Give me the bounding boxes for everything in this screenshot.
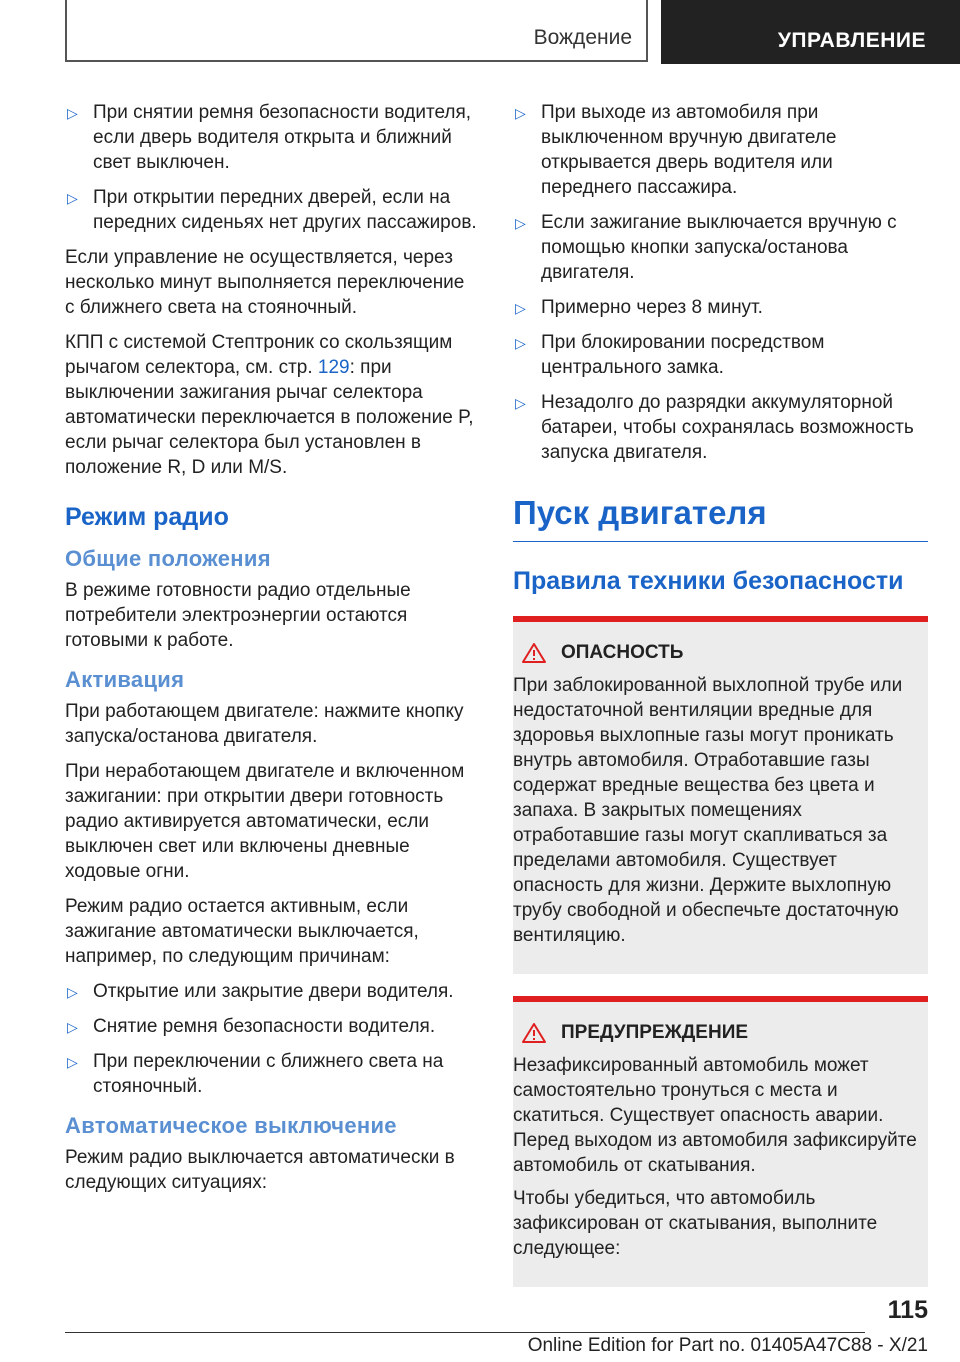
heading-engine-start: Пуск двигателя [513, 493, 928, 542]
list-item: ▷ При выходе из автомобиля при выключенном вручную двигателе открывается дверь водителя или переднего пассажира. [515, 102, 837, 198]
warning-box [513, 996, 928, 1287]
chapter-title: УПРАВЛЕНИЕ [777, 29, 926, 52]
bullet-triangle-icon: ▷ [67, 1054, 78, 1070]
bullet-triangle-icon: ▷ [67, 190, 78, 206]
warning-text: Незафиксированный автомобиль может самостоятельно тронуться с места и скатиться. Существует опасность аварии. Перед выходом из автомобиля зафиксируйте автомобиль от скатывания. [513, 1055, 917, 1176]
page-link[interactable]: 129 [317, 357, 350, 378]
list-item: ▷ Открытие или закрытие двери водителя. [65, 979, 477, 1004]
paragraph: Режим радио выключается автоматически в следующих ситуациях: [65, 1147, 455, 1193]
bullet-triangle-icon: ▷ [515, 215, 526, 231]
bullet-triangle-icon: ▷ [67, 105, 78, 121]
paragraph: При работающем двигателе: нажмите кнопку запуска/останова двигателя. [65, 701, 464, 747]
list-item: ▷ Незадолго до разрядки аккумуляторной батареи, чтобы сохранялась возможность запуска двигателя. [515, 392, 914, 463]
section-title: Вождение [533, 26, 632, 49]
heading-radio-mode: Режим радио [65, 503, 229, 531]
list-item: ▷ Если зажигание выключается вручную с помощью кнопки запуска/останова двигателя. [515, 212, 897, 283]
chapter-tab [661, 0, 960, 64]
danger-text: При заблокированной выхлопной трубе или недостаточной вентиляции вредные для здоровья выхлопные газы могут проникать внутрь автомобиля. Отработавшие газы содержат вредные вещества без цвета и запаха. В закрытых помещениях отработавшие газы могут скапливаться за пределами автомобиля. Существует опасность для жизни. Держите выхлопную трубу свободной и обеспечьте достаточную вентиляцию. [513, 675, 903, 946]
warning-triangle-icon [521, 642, 547, 664]
bullet-triangle-icon: ▷ [515, 105, 526, 121]
list-item: ▷ Снятие ремня безопасности водителя. [65, 1014, 477, 1039]
edition-footer: Online Edition for Part no. 01405A47C88 - X/21 [527, 1335, 928, 1356]
warning-title: ПРЕДУПРЕЖДЕНИЕ [513, 1020, 922, 1045]
paragraph: Если управление не осуществляется, через несколько минут выполняется переключение с ближнего света на стояночный. [65, 247, 465, 318]
list-item: ▷ При снятии ремня безопасности водителя, если дверь водителя открыта и ближний свет выключен. [67, 102, 472, 173]
list-item: ▷ При блокировании посредством центрального замка. [515, 332, 825, 378]
page-number: 115 [887, 1296, 928, 1324]
bullet-triangle-icon: ▷ [515, 300, 526, 316]
heading-auto-off: Автоматическое выключение [65, 1113, 397, 1138]
heading-general: Общие положения [65, 546, 271, 571]
footer-divider [65, 1332, 865, 1333]
paragraph: При неработающем двигателе и включенном зажигании: при открытии двери готовность радио активируется автоматически, если выключен свет или включены дневные ходовые огни. [65, 761, 465, 882]
danger-box [513, 616, 928, 974]
page-header [0, 0, 960, 64]
warning-triangle-icon [521, 1022, 547, 1044]
heading-safety-rules: Правила техники безопасности [513, 567, 904, 595]
warning-text: Чтобы убедиться, что автомобиль зафиксирован от скатывания, выполните следующее: [513, 1188, 878, 1259]
paragraph: Режим радио остается активным, если зажигание автоматически выключается, например, по следующим причинам: [65, 896, 419, 967]
right-column [513, 100, 928, 1309]
heading-activation: Активация [65, 667, 185, 692]
list-item: ▷ Примерно через 8 минут. [513, 295, 928, 320]
section-tab [65, 0, 648, 62]
paragraph: В режиме готовности радио отдельные потребители электроэнергии остаются готовыми к работе. [65, 580, 411, 651]
list-item: ▷ При открытии передних дверей, если на передних сиденьях нет других пассажиров. [67, 187, 477, 233]
bullet-triangle-icon: ▷ [67, 1019, 78, 1035]
left-column [65, 100, 477, 1205]
bullet-triangle-icon: ▷ [515, 395, 526, 411]
danger-title: ОПАСНОСТЬ [513, 640, 922, 665]
bullet-triangle-icon: ▷ [67, 984, 78, 1000]
list-item: ▷ При переключении с ближнего света на стояночный. [67, 1051, 444, 1097]
paragraph: КПП с системой Стептроник со скользящим рычагом селектора, см. стр. 129: при выключении зажигания рычаг селектора автоматически переключается в положение P, если рычаг селектора был установлен в положение R, D или M/S. [65, 332, 474, 478]
bullet-triangle-icon: ▷ [515, 335, 526, 351]
